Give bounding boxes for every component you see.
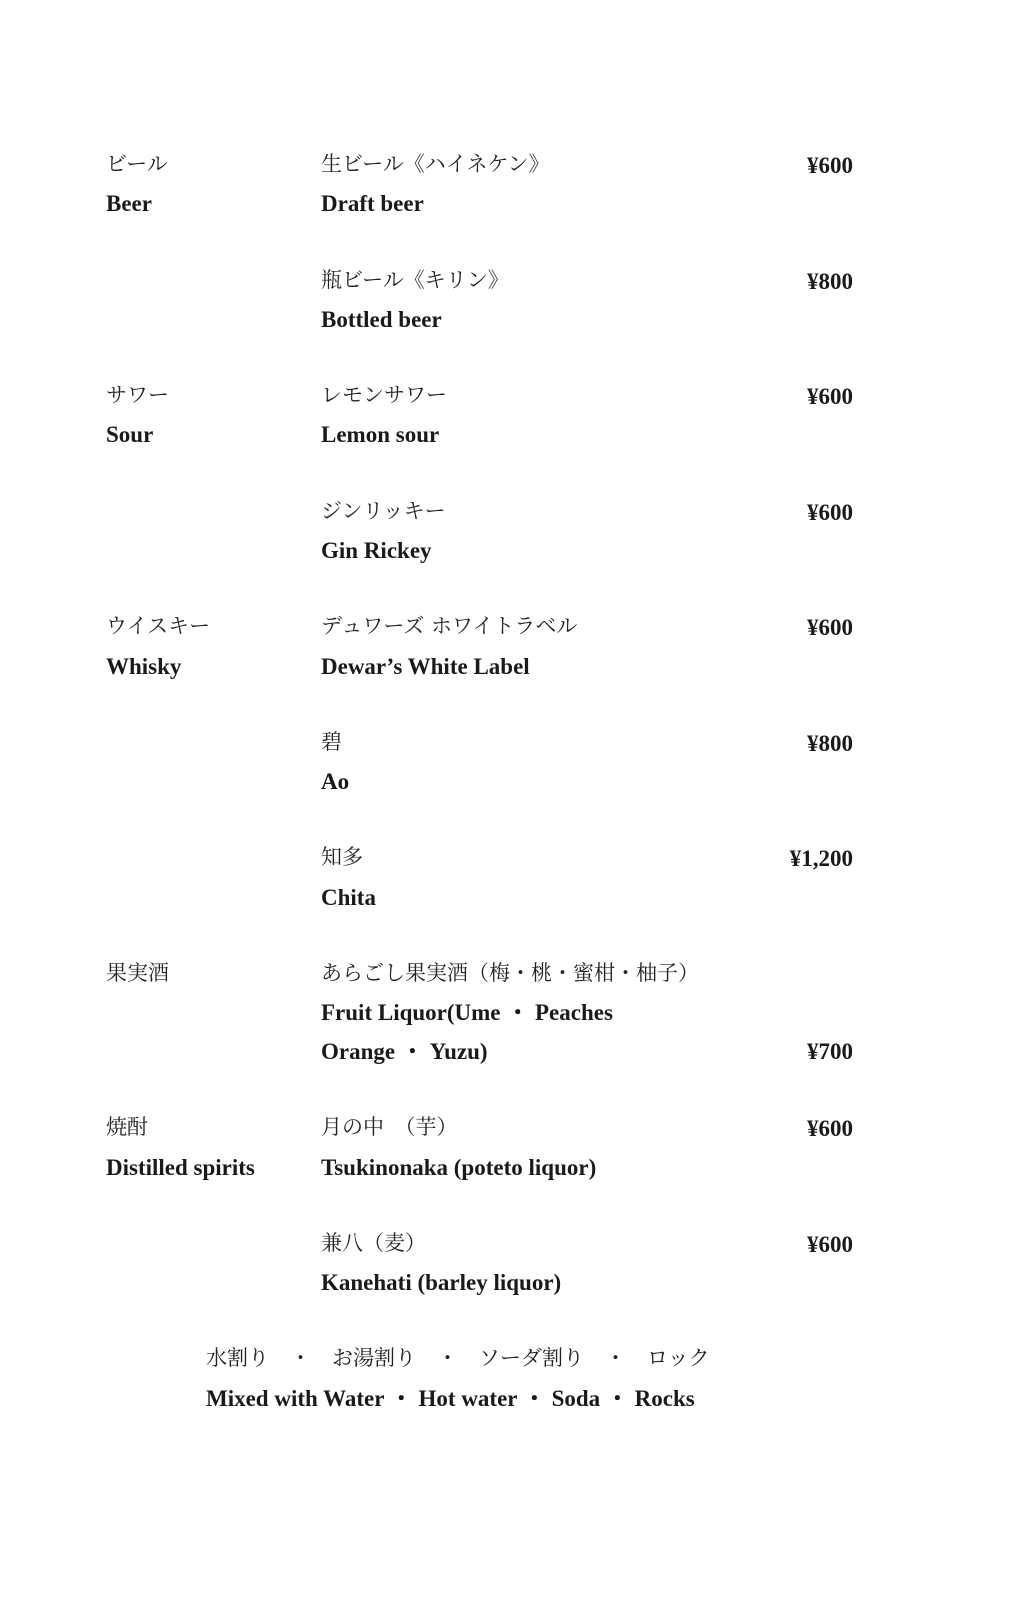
item-price: ¥600	[807, 1116, 853, 1141]
item-name-ja: 兼八（麦）	[321, 1231, 426, 1255]
item-name-en-line2: Orange ・ Yuzu)	[321, 1039, 488, 1064]
item-name-ja: レモンサワー	[321, 383, 447, 407]
category-whisky-en: Whisky	[106, 654, 182, 679]
item-price: ¥1,200	[789, 846, 853, 871]
item-name-ja: 知多	[321, 845, 363, 869]
item-name-en: Bottled beer	[321, 307, 442, 332]
category-shochu-ja: 焼酎	[106, 1115, 148, 1139]
item-price: ¥800	[807, 731, 853, 756]
item-price: ¥600	[807, 1232, 853, 1257]
item-name-ja: 月の中 （芋）	[321, 1115, 458, 1139]
item-price: ¥700	[807, 1039, 853, 1064]
item-name-en: Tsukinonaka (poteto liquor)	[321, 1155, 597, 1180]
category-whisky-ja: ウイスキー	[106, 614, 211, 638]
item-name-en: Ao	[321, 769, 350, 794]
item-name-ja: ジンリッキー	[321, 499, 446, 523]
item-name-en: Kanehati (barley liquor)	[321, 1270, 562, 1295]
category-beer-en: Beer	[106, 191, 152, 216]
serving-styles-ja: 水割り ・ お湯割り ・ ソーダ割り ・ ロック	[206, 1346, 710, 1370]
item-name-en: Chita	[321, 885, 376, 910]
item-name-en: Gin Rickey	[321, 538, 432, 563]
category-sour-ja: サワー	[106, 383, 169, 407]
item-name-ja: 生ビール《ハイネケン》	[321, 152, 550, 176]
item-name-en: Lemon sour	[321, 422, 440, 447]
item-name-en: Fruit Liquor(Ume ・ Peaches	[321, 1000, 613, 1025]
item-name-ja: デュワーズ ホワイトラベル	[321, 614, 578, 638]
item-price: ¥800	[807, 269, 853, 294]
category-beer-ja: ビール	[106, 152, 168, 176]
category-fruit-liquor-ja: 果実酒	[106, 961, 169, 985]
item-price: ¥600	[807, 500, 853, 525]
item-name-en: Draft beer	[321, 191, 424, 216]
category-shochu-en: Distilled spirits	[106, 1155, 255, 1180]
item-price: ¥600	[807, 615, 853, 640]
item-name-ja: 碧	[321, 730, 342, 754]
item-price: ¥600	[807, 384, 853, 409]
item-name-en: Dewar’s White Label	[321, 654, 530, 679]
serving-styles-en: Mixed with Water ・ Hot water ・ Soda ・ Rocks	[206, 1386, 695, 1411]
item-name-ja: あらごし果実酒（梅・桃・蜜柑・柚子）	[321, 961, 699, 985]
item-price: ¥600	[807, 153, 853, 178]
category-sour-en: Sour	[106, 422, 154, 447]
item-name-ja: 瓶ビール《キリン》	[321, 268, 509, 292]
